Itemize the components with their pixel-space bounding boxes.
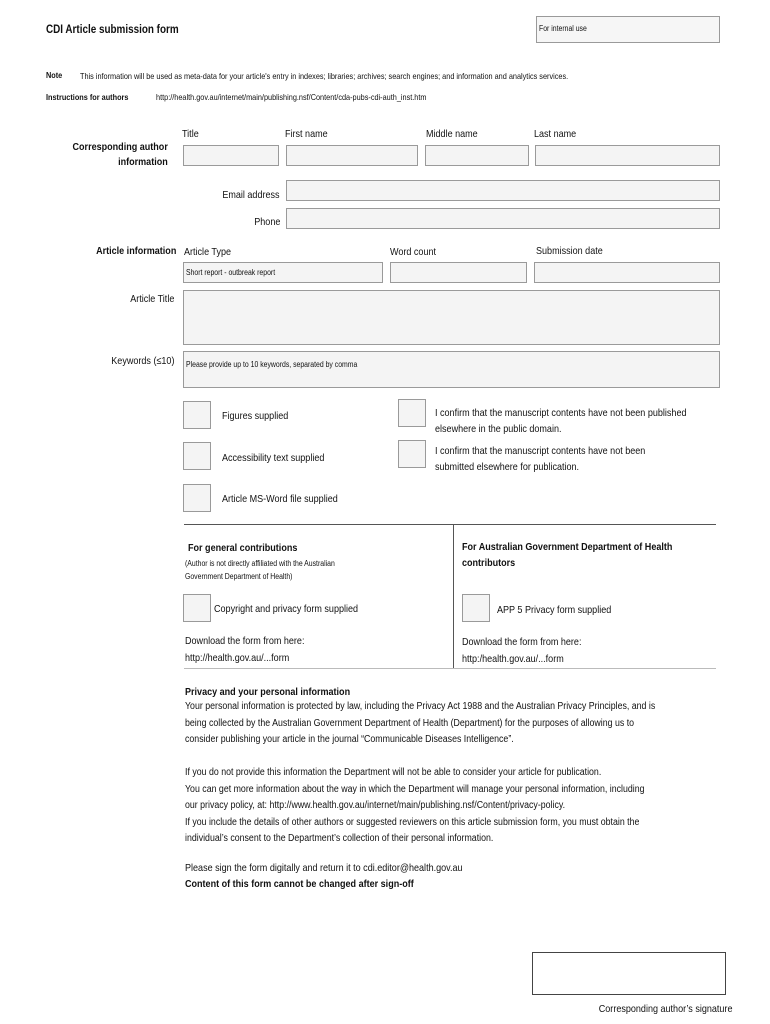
keywords-label: Keywords (≤10): [110, 355, 174, 367]
title-field[interactable]: [183, 145, 279, 166]
article-type-field[interactable]: [183, 262, 383, 283]
confirm-published-checkbox[interactable]: [398, 399, 426, 427]
middle-name-field[interactable]: [425, 145, 529, 166]
email-label: Email address: [222, 189, 280, 201]
word-count-label: Word count: [390, 246, 437, 258]
confirm-published-line-2: elsewhere in the public domain.: [435, 423, 562, 435]
general-download-label: Download the form from here:: [185, 635, 305, 647]
doh-heading-2: contributors: [462, 557, 516, 569]
author-section-label-2: information: [118, 156, 168, 168]
note-text: This information will be used as meta-data for your article's entry in indexes; libraries; archives; search engines; and information and analytics services.: [80, 71, 569, 81]
keywords-placeholder: Please provide up to 10 keywords, separated by comma: [186, 360, 358, 369]
doh-heading-1: For Australian Government Department of Health: [462, 541, 673, 553]
copyright-checkbox[interactable]: [183, 594, 211, 622]
article-type-label: Article Type: [184, 246, 232, 258]
table-divider: [453, 524, 454, 668]
general-download-link[interactable]: http://health.gov.au/...form: [185, 652, 290, 664]
title-label: Title: [182, 128, 199, 140]
accessibility-checkbox[interactable]: [183, 442, 211, 470]
form-title: CDI Article submission form: [46, 24, 179, 36]
table-bottom-rule: [184, 668, 716, 669]
confirm-submitted-checkbox[interactable]: [398, 440, 426, 468]
middle-name-label: Middle name: [426, 128, 478, 140]
internal-use-label: For internal use: [539, 24, 587, 33]
confirm-published-line-1: I confirm that the manuscript contents have not been published: [435, 407, 687, 419]
copyright-label: Copyright and privacy form supplied: [214, 603, 359, 615]
figures-label: Figures supplied: [222, 410, 289, 422]
last-name-label: Last name: [534, 128, 577, 140]
app5-checkbox[interactable]: [462, 594, 490, 622]
last-name-field[interactable]: [535, 145, 720, 166]
privacy-heading: Privacy and your personal information: [185, 686, 351, 698]
table-top-rule: [184, 524, 716, 525]
article-type-value: Short report - outbreak report: [186, 268, 276, 277]
word-count-field[interactable]: [390, 262, 527, 283]
internal-use-field[interactable]: [536, 16, 720, 43]
instructions-label: Instructions for authors: [46, 92, 129, 102]
figures-checkbox[interactable]: [183, 401, 211, 429]
accessibility-label: Accessibility text supplied: [222, 452, 325, 464]
app5-label: APP 5 Privacy form supplied: [497, 604, 612, 616]
msword-checkbox[interactable]: [183, 484, 211, 512]
first-name-field[interactable]: [286, 145, 418, 166]
signature-field[interactable]: [532, 952, 726, 995]
email-field[interactable]: [286, 180, 720, 201]
confirm-submitted-line-2: submitted elsewhere for publication.: [435, 461, 580, 473]
msword-label: Article MS-Word file supplied: [222, 493, 338, 505]
confirm-submitted-line-1: I confirm that the manuscript contents have not been: [435, 445, 646, 457]
submission-date-label: Submission date: [536, 245, 603, 257]
phone-field[interactable]: [286, 208, 720, 229]
phone-label: Phone: [253, 216, 280, 228]
general-heading: For general contributions: [188, 542, 298, 554]
doh-download-link[interactable]: http:/health.gov.au/...form: [462, 653, 564, 665]
general-sub-1: (Author is not directly affiliated with the Australian: [185, 559, 335, 568]
privacy-paragraph-2: If you do not provide this information the Department will not be able to consider your article for publication. You can get more information about the way in which the Department will manage your personal information, including our privacy policy, at: http://www.health.gov.au/internet/main/publishing.nsf/Content/privacy-policy. If you include the details of other authors or suggested reviewers on this article submission form, you must obtain the individual’s consent to the Department’s collection of their personal information.: [185, 767, 645, 844]
general-sub-2: Government Department of Health): [185, 572, 293, 581]
signature-label: Corresponding author’s signature: [598, 1003, 732, 1015]
sign-instruction: Please sign the form digitally and return it to cdi.editor@health.gov.au: [185, 862, 463, 874]
doh-download-label: Download the form from here:: [462, 636, 582, 648]
note-label: Note: [46, 70, 63, 80]
author-section-label-1: Corresponding author: [72, 141, 168, 153]
article-section-label: Article information: [95, 245, 176, 257]
submission-date-field[interactable]: [534, 262, 720, 283]
lock-notice: Content of this form cannot be changed after sign-off: [185, 878, 414, 890]
instructions-link[interactable]: http://health.gov.au/internet/main/publishing.nsf/Content/cda-pubs-cdi-auth_inst.htm: [156, 92, 427, 102]
first-name-label: First name: [285, 128, 328, 140]
article-title-field[interactable]: [183, 290, 720, 345]
article-title-label: Article Title: [129, 293, 174, 305]
keywords-field[interactable]: [183, 351, 720, 388]
privacy-paragraph-1: Your personal information is protected by law, including the Privacy Act 1988 and the Australian Privacy Principles, and is being collected by the Australian Government Department of Health (Department) for the purposes of allowing us to consider publishing your article in the journal “Communicable Diseases Intelligence”.: [185, 701, 656, 745]
